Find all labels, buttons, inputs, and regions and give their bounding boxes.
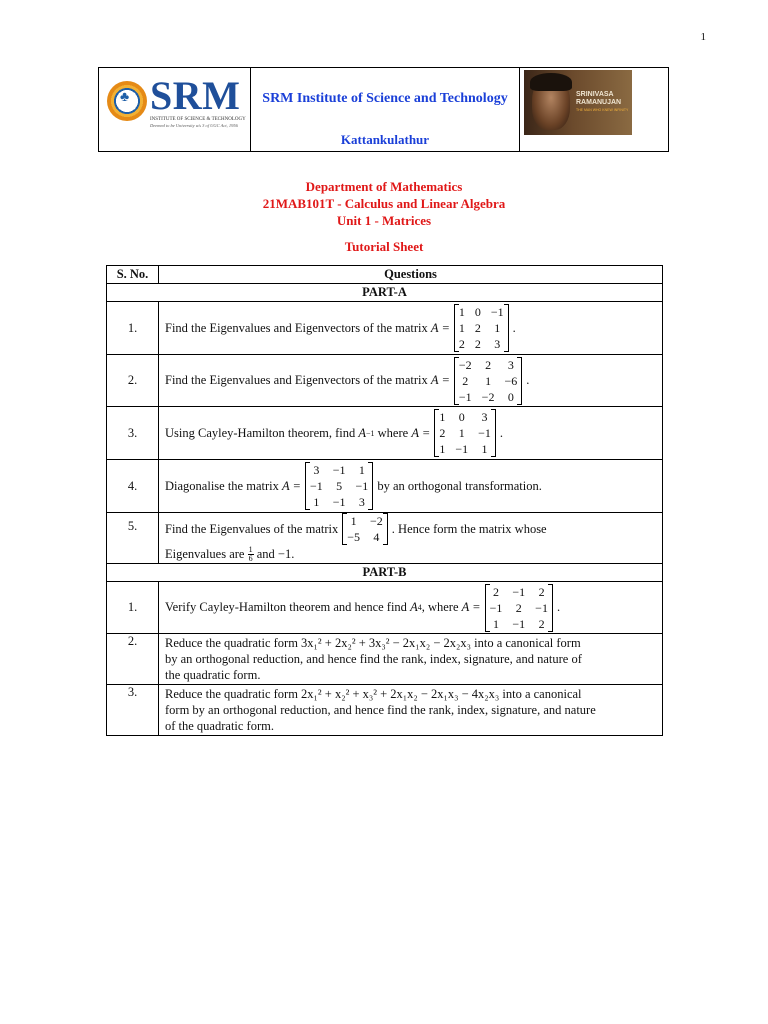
table-row [107, 582, 663, 634]
srm-wordmark: SRM [150, 73, 241, 118]
question-number: 2. [107, 634, 159, 685]
matrix-entry: 2 [439, 426, 446, 440]
matrix-entry: 2 [515, 600, 522, 615]
question-text: Find the Eigenvalues and Eigenvectors of the matrix [165, 373, 428, 387]
fraction-numerator: 1 [248, 545, 253, 554]
question-text: Find the Eigenvalues and Eigenvectors of the matrix [165, 320, 428, 335]
col-header-questions: Questions [159, 266, 663, 284]
question-cell [159, 407, 663, 460]
matrix-entry: 2 [462, 373, 469, 388]
srm-tagline: Deemed to be University u/s 3 of UGC Act, 1956 [150, 123, 238, 128]
matrix-entry: −1 [512, 616, 526, 631]
matrix-lhs: A = [281, 478, 301, 493]
unit-heading: Unit 1 - Matrices [336, 213, 432, 228]
department-heading: Department of Mathematics [305, 179, 463, 194]
matrix-entry: 2 [485, 357, 492, 372]
matrix-entry: 3 [481, 410, 488, 424]
question-line: Reduce the quadratic form 3x₁² + 2x₂² + 3x₃² − 2x₁x₂ − 2x₂x₃ into a canonical form [165, 636, 581, 650]
matrix-entry: 0 [458, 410, 465, 424]
matrix [342, 513, 388, 545]
matrix-entry: 1 [350, 514, 357, 528]
srm-subtitle: INSTITUTE OF SCIENCE & TECHNOLOGY [150, 117, 246, 122]
table-row [107, 685, 663, 736]
matrix [434, 409, 496, 457]
question-number: 5. [107, 513, 159, 564]
matrix-entry: 1 [358, 463, 365, 477]
institute-name: SRM Institute of Science and Technology [262, 91, 508, 106]
table-row [107, 355, 663, 407]
sheet-heading: Tutorial Sheet [344, 239, 424, 254]
part-a-row [107, 284, 663, 302]
matrix-entry: 3 [358, 495, 365, 509]
portrait-hair [530, 73, 572, 91]
question-line: form by an orthogonal reduction, and hence find the rank, index, signature, and nature [165, 703, 596, 717]
table-row [107, 460, 663, 513]
matrix-entry: 3 [507, 357, 514, 372]
table-row [107, 407, 663, 460]
matrix [305, 462, 373, 510]
question-number: 2. [107, 355, 159, 407]
matrix-entry: 4 [373, 530, 380, 544]
question-text: Using Cayley-Hamilton theorem, find [165, 425, 356, 440]
question-text: Find the Eigenvalues of the matrix [165, 521, 339, 536]
question-number: 3. [107, 407, 159, 460]
questions-table [106, 265, 663, 736]
question-tail: . [512, 320, 516, 335]
matrix-entry: 1 [481, 442, 488, 456]
question-line2-post: and −1. [256, 547, 295, 561]
question-tail: . [526, 373, 530, 387]
question-number: 1. [107, 302, 159, 355]
matrix-entry: −1 [458, 389, 472, 404]
question-tail: . [556, 600, 561, 614]
matrix-entry: 1 [485, 373, 492, 388]
matrix-entry: −2 [481, 389, 495, 404]
matrix-entry: 3 [494, 337, 501, 351]
srm-logo [107, 73, 246, 133]
matrix-entry: 0 [474, 305, 481, 319]
matrix-entry: 1 [458, 321, 465, 335]
question-cell [159, 634, 663, 685]
matrix-entry: −5 [347, 530, 361, 544]
tree-icon: ♣ [120, 90, 130, 105]
matrix-entry: 3 [313, 463, 320, 477]
matrix [485, 584, 553, 632]
matrix-entry: −1 [478, 426, 491, 440]
campus-name: Kattankulathur [340, 132, 430, 147]
question-cell [159, 582, 663, 634]
question-line: the quadratic form. [165, 668, 261, 682]
page-number: 1 [700, 31, 706, 43]
matrix-entry: 1 [458, 305, 465, 319]
question-cell [159, 302, 663, 355]
question-line: by an orthogonal reduction, and hence find the rank, index, signature, and nature of [165, 652, 582, 666]
ramanujan-portrait [524, 70, 632, 135]
col-header-sno: S. No. [107, 266, 159, 284]
question-number: 3. [107, 685, 159, 736]
matrix-entry: 2 [458, 337, 465, 351]
matrix [454, 304, 509, 352]
inverse-base: A [358, 425, 367, 440]
matrix-entry: 2 [474, 337, 481, 351]
question-tail: . Hence form the matrix whose [391, 521, 547, 536]
table-row [107, 302, 663, 355]
question-text-mid: , where [421, 600, 459, 614]
photo-cell [520, 68, 668, 151]
fraction [248, 546, 254, 563]
power-base: A [410, 600, 418, 614]
question-cell [159, 460, 663, 513]
inverse-exponent: −1 [366, 428, 375, 438]
fraction-denominator: 6 [248, 554, 253, 563]
matrix-entry: 1 [494, 321, 501, 335]
matrix-entry: 2 [493, 584, 499, 599]
matrix-entry: −2 [370, 514, 383, 528]
matrix-entry: −1 [489, 600, 503, 615]
portrait-tagline: THE MAN WHO KNEW INFINITY [576, 108, 629, 112]
matrix-entry: −1 [455, 442, 469, 456]
question-text: Verify Cayley-Hamilton theorem and hence find [165, 600, 407, 614]
table-row [107, 634, 663, 685]
course-heading: 21MAB101T - Calculus and Linear Algebra [262, 196, 506, 211]
question-cell [159, 513, 663, 564]
question-line2-pre: Eigenvalues are [165, 547, 245, 561]
matrix-entry: −1 [332, 495, 346, 509]
matrix-entry: 1 [313, 495, 320, 509]
matrix-lhs: A = [411, 425, 431, 440]
matrix-entry: 2 [538, 584, 545, 599]
question-tail: . [499, 425, 503, 440]
question-text: Diagonalise the matrix [165, 478, 279, 493]
matrix-entry: −1 [535, 600, 548, 615]
matrix-entry: −1 [355, 479, 369, 493]
matrix-entry: 5 [336, 479, 343, 493]
title-cell [251, 68, 520, 151]
question-number: 4. [107, 460, 159, 513]
header-box [98, 67, 669, 152]
matrix [454, 357, 522, 405]
question-line: Reduce the quadratic form 2x₁² + x₂² + x₃² + 2x₁x₂ − 2x₁x₃ − 4x₂x₃ into a canonical [165, 687, 582, 701]
question-number: 1. [107, 582, 159, 634]
matrix-entry: 1 [458, 426, 465, 440]
table-row [107, 513, 663, 564]
question-tail: by an orthogonal transformation. [377, 478, 542, 493]
matrix-entry: 0 [507, 389, 514, 404]
part-a-label: PART-A [107, 284, 663, 302]
portrait-title-line1: SRINIVASA [576, 91, 614, 98]
matrix-entry: 1 [439, 442, 446, 456]
logo-cell [99, 68, 251, 151]
power-exponent: 4 [417, 603, 422, 612]
part-b-row [107, 564, 663, 582]
part-b-label: PART-B [107, 564, 663, 582]
question-cell [159, 355, 663, 407]
matrix-entry: −1 [332, 463, 346, 477]
matrix-entry: −1 [512, 584, 526, 599]
table-header-row [107, 266, 663, 284]
matrix-entry: 1 [493, 616, 499, 631]
matrix-entry: 2 [474, 321, 481, 335]
question-text-mid: where [377, 425, 409, 440]
matrix-entry: −1 [309, 479, 323, 493]
question-line: of the quadratic form. [165, 719, 274, 733]
matrix-entry: −6 [504, 373, 518, 388]
matrix-entry: 1 [439, 410, 446, 424]
matrix-entry: −2 [458, 357, 472, 372]
matrix-entry: 2 [538, 616, 545, 631]
matrix-lhs: A = [461, 600, 481, 614]
matrix-lhs: A = [430, 373, 450, 387]
matrix-entry: −1 [490, 305, 504, 319]
matrix-lhs: A = [430, 320, 450, 335]
portrait-title-line2: RAMANUJAN [576, 99, 622, 106]
question-cell [159, 685, 663, 736]
